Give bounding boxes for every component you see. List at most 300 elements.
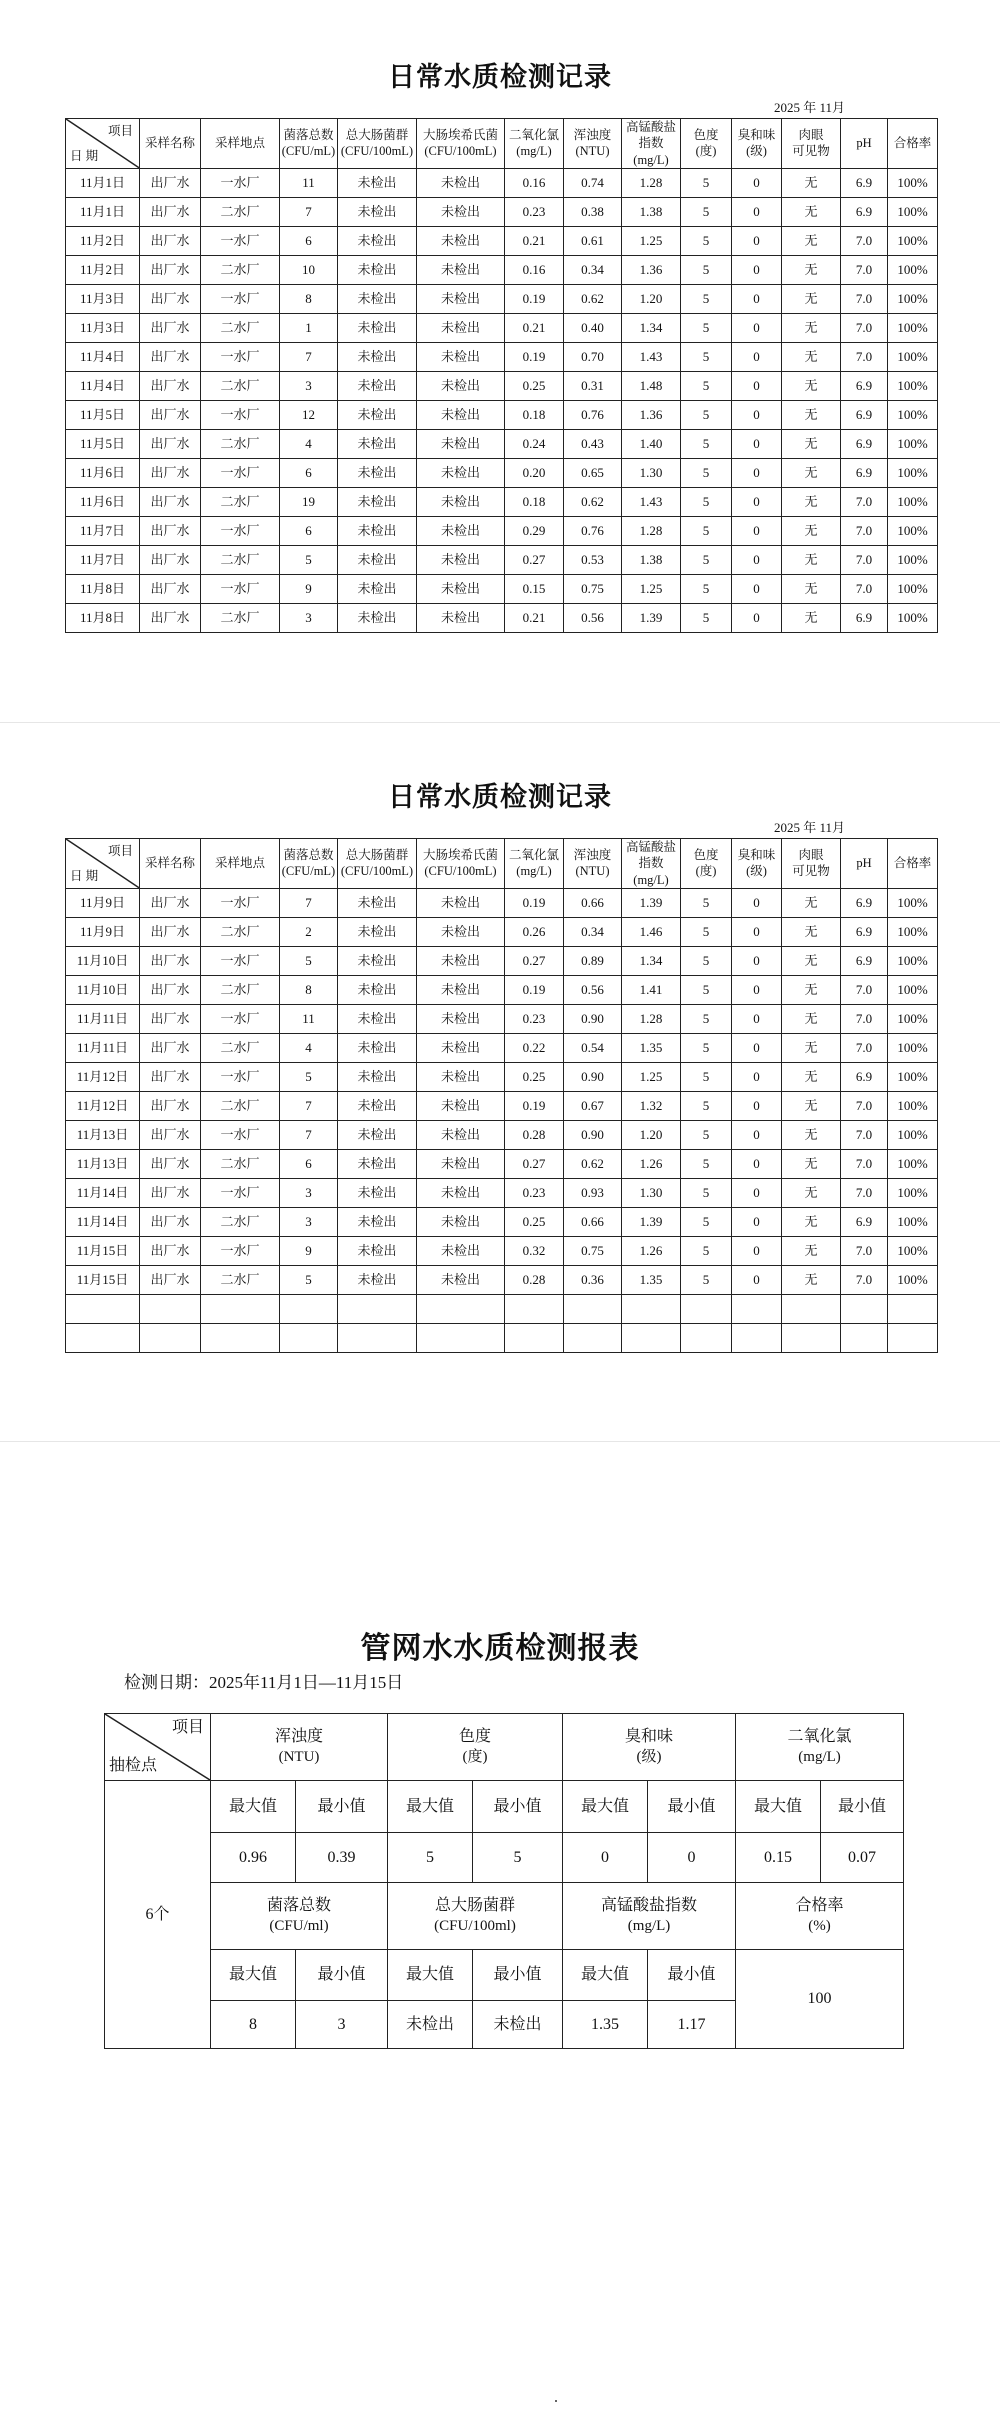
max-label: 最大值 [563,1950,648,2001]
table-cell: 5 [681,1236,732,1265]
table-cell: 100% [888,487,938,516]
column-header [505,839,564,889]
table-cell: 一水厂 [201,400,280,429]
empty-cell [505,1323,564,1352]
empty-cell [841,1323,888,1352]
table-cell: 5 [681,313,732,342]
max-value: 1.35 [563,2001,648,2049]
column-header-line: 浑浊度 [573,128,612,143]
empty-cell [888,1294,938,1323]
table-cell: 一水厂 [201,342,280,371]
table-cell: 未检出 [417,603,505,632]
table-cell: 二水厂 [201,197,280,226]
report-header-row [105,1714,904,1781]
table-cell: 0.53 [564,545,622,574]
table-cell: 6.9 [841,371,888,400]
corner-label-date: 日 期 [70,148,99,163]
table-cell: 未检出 [417,371,505,400]
table-cell: 0 [732,975,782,1004]
column-header-line: 指数 [638,856,664,871]
table-cell: 0 [732,371,782,400]
table-cell: 0.62 [564,284,622,313]
table-cell: 出厂水 [140,574,201,603]
table-cell: 无 [782,1265,841,1294]
table-row [66,371,938,400]
table-cell: 100% [888,1236,938,1265]
empty-row [66,1294,938,1323]
min-label: 最小值 [648,1950,736,2001]
table-cell: 0 [732,226,782,255]
table-cell: 100% [888,917,938,946]
table-cell: 0 [732,487,782,516]
table-cell: 0.19 [505,284,564,313]
table-cell: 出厂水 [140,975,201,1004]
table-cell: 一水厂 [201,168,280,197]
empty-cell [417,1323,505,1352]
table-cell: 6.9 [841,1062,888,1091]
table-row [66,458,938,487]
table-cell: 0 [732,255,782,284]
table-cell: 7.0 [841,1149,888,1178]
table-cell: 1.30 [622,458,681,487]
table-row [66,342,938,371]
table-cell: 二水厂 [201,429,280,458]
table-cell: 7.0 [841,255,888,284]
table-cell: 1.43 [622,487,681,516]
table-cell: 7.0 [841,1265,888,1294]
table-cell: 未检出 [338,226,417,255]
empty-cell [782,1294,841,1323]
table-cell: 0.27 [505,545,564,574]
table-cell: 二水厂 [201,975,280,1004]
table-cell: 无 [782,1236,841,1265]
table-cell: 出厂水 [140,1062,201,1091]
table-cell: 0 [732,458,782,487]
table-cell: 0 [732,603,782,632]
table-cell: 未检出 [417,168,505,197]
table-cell: 0 [732,400,782,429]
table-cell: 19 [280,487,338,516]
min-label: 最小值 [473,1781,563,1833]
min-value: 0 [648,1833,736,1883]
table-cell: 0.25 [505,371,564,400]
table-cell: 0.66 [564,1207,622,1236]
table-cell: 5 [681,545,732,574]
table-cell: 1.39 [622,1207,681,1236]
table-cell: 0.56 [564,975,622,1004]
column-header [338,839,417,889]
table-cell: 0 [732,342,782,371]
table-cell: 0 [732,197,782,226]
table-cell: 100% [888,1004,938,1033]
table-row [66,1120,938,1149]
table-cell: 3 [280,1178,338,1207]
table-cell: 未检出 [338,574,417,603]
table-cell: 无 [782,313,841,342]
table-cell: 二水厂 [201,1033,280,1062]
report-header-row [105,1883,904,1950]
table-cell: 0 [732,545,782,574]
table-cell: 未检出 [338,1091,417,1120]
table-cell: 3 [280,1207,338,1236]
empty-cell [888,1323,938,1352]
table-row [66,888,938,917]
table-cell: 无 [782,255,841,284]
table-cell: 11月15日 [66,1265,140,1294]
sheet1-title: 日常水质检测记录 [388,62,612,92]
daily-record-table-2 [65,838,938,1353]
table-row [66,1033,938,1062]
table-cell: 出厂水 [140,545,201,574]
table-cell: 5 [681,168,732,197]
table-cell: 出厂水 [140,1120,201,1149]
table-row [66,1207,938,1236]
table-cell: 未检出 [338,342,417,371]
table-cell: 5 [681,917,732,946]
table-cell: 11月8日 [66,574,140,603]
table-cell: 未检出 [417,1033,505,1062]
table-cell: 11月9日 [66,888,140,917]
empty-cell [280,1323,338,1352]
table-cell: 0.29 [505,516,564,545]
empty-cell [338,1323,417,1352]
column-header [564,839,622,889]
table-cell: 无 [782,603,841,632]
table-cell: 出厂水 [140,1236,201,1265]
table-cell: 5 [280,1265,338,1294]
table-cell: 0.19 [505,975,564,1004]
empty-cell [505,1294,564,1323]
table-cell: 5 [681,1062,732,1091]
table-cell: 9 [280,574,338,603]
table-cell: 0.15 [505,574,564,603]
table-cell: 未检出 [338,603,417,632]
table-row [66,400,938,429]
parameter-header [388,1883,563,1950]
table-cell: 出厂水 [140,516,201,545]
table-cell: 0.23 [505,1004,564,1033]
table-cell: 未检出 [338,888,417,917]
table-cell: 5 [681,1265,732,1294]
table-cell: 出厂水 [140,1033,201,1062]
network-water-report-table [104,1713,904,2049]
table-cell: 2 [280,917,338,946]
table-cell: 100% [888,429,938,458]
table-cell: 11月6日 [66,487,140,516]
table-cell: 未检出 [417,458,505,487]
table-cell: 1.25 [622,1062,681,1091]
table-cell: 无 [782,1178,841,1207]
table-cell: 11月13日 [66,1149,140,1178]
table-cell: 11月1日 [66,197,140,226]
table-cell: 无 [782,574,841,603]
table-cell: 二水厂 [201,545,280,574]
table-row [66,574,938,603]
report-date-range: 检测日期：2025年11月1日—11月15日 [124,1673,404,1692]
table-cell: 100% [888,545,938,574]
column-header-line: (度) [695,144,717,159]
column-header-line: (NTU) [575,864,610,879]
table-cell: 出厂水 [140,1207,201,1236]
table-cell: 1.36 [622,400,681,429]
column-header-line: 采样地点 [214,856,265,871]
table-cell: 0 [732,168,782,197]
table-cell: 5 [681,400,732,429]
table-cell: 11月3日 [66,284,140,313]
table-cell: 出厂水 [140,371,201,400]
table-cell: 一水厂 [201,516,280,545]
table-cell: 0 [732,429,782,458]
table-cell: 未检出 [338,284,417,313]
table-cell: 未检出 [338,1120,417,1149]
table-cell: 未检出 [417,1149,505,1178]
table-cell: 0 [732,1120,782,1149]
table-cell: 无 [782,284,841,313]
table-cell: 未检出 [338,400,417,429]
empty-cell [732,1294,782,1323]
max-value: 5 [388,1833,473,1883]
table-cell: 无 [782,888,841,917]
table-cell: 1.32 [622,1091,681,1120]
table-cell: 二水厂 [201,1091,280,1120]
table-cell: 11月11日 [66,1004,140,1033]
table-row [66,226,938,255]
sheet2-title: 日常水质检测记录 [388,782,612,812]
table-cell: 6.9 [841,603,888,632]
table-cell: 1.20 [622,284,681,313]
table-cell: 4 [280,429,338,458]
table-cell: 未检出 [417,1004,505,1033]
column-header-line: 二氧化氯 [508,848,559,863]
table-cell: 无 [782,1120,841,1149]
column-header-line: pH [856,136,872,151]
table-cell: 6 [280,458,338,487]
table-cell: 11月6日 [66,458,140,487]
table-cell: 6.9 [841,429,888,458]
table-cell: 7.0 [841,313,888,342]
table-cell: 一水厂 [201,1004,280,1033]
table-cell: 11月10日 [66,946,140,975]
table-cell: 5 [681,284,732,313]
table-cell: 11月3日 [66,313,140,342]
column-header [732,839,782,889]
max-label: 最大值 [211,1781,296,1833]
table-cell: 一水厂 [201,946,280,975]
table-cell: 出厂水 [140,1265,201,1294]
column-header [732,119,782,169]
column-header-line: 二氧化氯 [508,128,559,143]
table-cell: 出厂水 [140,458,201,487]
header-row [66,839,938,889]
table-cell: 100% [888,342,938,371]
table-cell: 0 [732,1236,782,1265]
column-header-line: 指数 [638,136,664,151]
table-cell: 5 [681,1149,732,1178]
table-cell: 0.70 [564,342,622,371]
empty-cell [66,1294,140,1323]
table-cell: 6.9 [841,888,888,917]
table-cell: 5 [280,1062,338,1091]
min-label: 最小值 [473,1950,563,2001]
column-header-line: 可见物 [792,864,830,879]
table-cell: 无 [782,458,841,487]
table-cell: 未检出 [417,197,505,226]
table-cell: 未检出 [338,545,417,574]
table-cell: 0 [732,516,782,545]
column-header-line: (CFU/100mL) [424,144,497,159]
column-header-line: 合格率 [893,136,932,151]
table-row [66,168,938,197]
column-header [782,119,841,169]
table-cell: 出厂水 [140,487,201,516]
table-cell: 出厂水 [140,284,201,313]
table-cell: 0.28 [505,1120,564,1149]
table-cell: 出厂水 [140,1149,201,1178]
table-cell: 6.9 [841,168,888,197]
table-cell: 100% [888,574,938,603]
table-cell: 未检出 [417,429,505,458]
table-cell: 7.0 [841,1004,888,1033]
column-header-line: (度) [695,864,717,879]
table-cell: 未检出 [338,1265,417,1294]
table-cell: 12 [280,400,338,429]
table-cell: 未检出 [338,371,417,400]
column-header-line: 总大肠菌群 [345,848,409,863]
table-cell: 5 [681,1004,732,1033]
parameter-unit: (mg/L) [798,1749,841,1765]
table-cell: 7.0 [841,1091,888,1120]
pass-rate-header [736,1883,904,1950]
column-header-line: 总大肠菌群 [345,128,409,143]
table-cell: 5 [681,574,732,603]
table-cell: 0 [732,917,782,946]
column-header-line: (mg/L) [516,144,552,159]
table-cell: 未检出 [417,917,505,946]
column-header [201,839,280,889]
table-cell: 11月10日 [66,975,140,1004]
table-cell: 无 [782,1004,841,1033]
table-cell: 二水厂 [201,1265,280,1294]
table-cell: 0.90 [564,1004,622,1033]
parameter-unit: (%) [808,1918,831,1934]
empty-cell [841,1294,888,1323]
table-cell: 6.9 [841,1207,888,1236]
pass-rate-value: 100 [736,1950,904,2049]
table-cell: 11月12日 [66,1062,140,1091]
table-cell: 11月1日 [66,168,140,197]
empty-cell [732,1323,782,1352]
table-cell: 出厂水 [140,255,201,284]
parameter-header [563,1714,736,1781]
table-cell: 7.0 [841,226,888,255]
column-header [888,119,938,169]
table-cell: 未检出 [338,255,417,284]
table-cell: 3 [280,371,338,400]
min-value: 3 [296,2001,388,2049]
table-cell: 未检出 [417,946,505,975]
table-cell: 11月8日 [66,603,140,632]
table-row [66,1149,938,1178]
table-cell: 出厂水 [140,342,201,371]
column-header [782,839,841,889]
table-row [66,516,938,545]
table-cell: 无 [782,342,841,371]
table-cell: 1.25 [622,226,681,255]
sample-points-cell: 6个 [105,1781,211,2049]
empty-cell [782,1323,841,1352]
max-value: 0.96 [211,1833,296,1883]
table-cell: 未检出 [338,917,417,946]
column-header-line: (CFU/100mL) [340,864,414,879]
table-row [66,1062,938,1091]
table-cell: 5 [681,975,732,1004]
table-cell: 100% [888,1207,938,1236]
table-cell: 100% [888,1149,938,1178]
column-header-line: 肉眼 [798,128,824,143]
table-cell: 未检出 [338,975,417,1004]
table-cell: 5 [681,516,732,545]
parameter-name: 色度 [459,1728,492,1745]
column-header [841,839,888,889]
table-cell: 0 [732,1149,782,1178]
table-cell: 11月7日 [66,516,140,545]
table-cell: 无 [782,516,841,545]
table-cell: 0.43 [564,429,622,458]
column-header [338,119,417,169]
table-cell: 0.28 [505,1265,564,1294]
column-header-line: (mg/L) [633,152,669,167]
table-cell: 无 [782,487,841,516]
table-cell: 5 [681,1178,732,1207]
table-cell: 100% [888,371,938,400]
max-label: 最大值 [388,1781,473,1833]
page-separator [0,722,1000,723]
empty-cell [564,1294,622,1323]
parameter-header [736,1714,904,1781]
table-cell: 未检出 [417,226,505,255]
table-cell: 5 [681,342,732,371]
table-row [66,603,938,632]
table-cell: 0.32 [505,1236,564,1265]
max-label: 最大值 [211,1950,296,2001]
min-value: 5 [473,1833,563,1883]
table-cell: 二水厂 [201,487,280,516]
table-cell: 未检出 [338,1178,417,1207]
table-cell: 无 [782,226,841,255]
table-cell: 100% [888,946,938,975]
parameter-name: 臭和味 [625,1728,674,1745]
table-cell: 二水厂 [201,255,280,284]
table-cell: 0 [732,1091,782,1120]
table-cell: 一水厂 [201,1120,280,1149]
table-cell: 0.54 [564,1033,622,1062]
table-cell: 1.28 [622,168,681,197]
column-header-line: 合格率 [893,856,932,871]
table-cell: 0 [732,574,782,603]
table-cell: 100% [888,168,938,197]
table-cell: 10 [280,255,338,284]
table-cell: 1.26 [622,1149,681,1178]
table-cell: 0.19 [505,888,564,917]
table-cell: 100% [888,458,938,487]
table-cell: 0.27 [505,1149,564,1178]
sheet2-month: 2025 年 11月 [774,820,846,835]
table-row [66,917,938,946]
table-cell: 一水厂 [201,1178,280,1207]
table-cell: 5 [681,487,732,516]
table-cell: 100% [888,1062,938,1091]
column-header-line: 可见物 [792,144,830,159]
